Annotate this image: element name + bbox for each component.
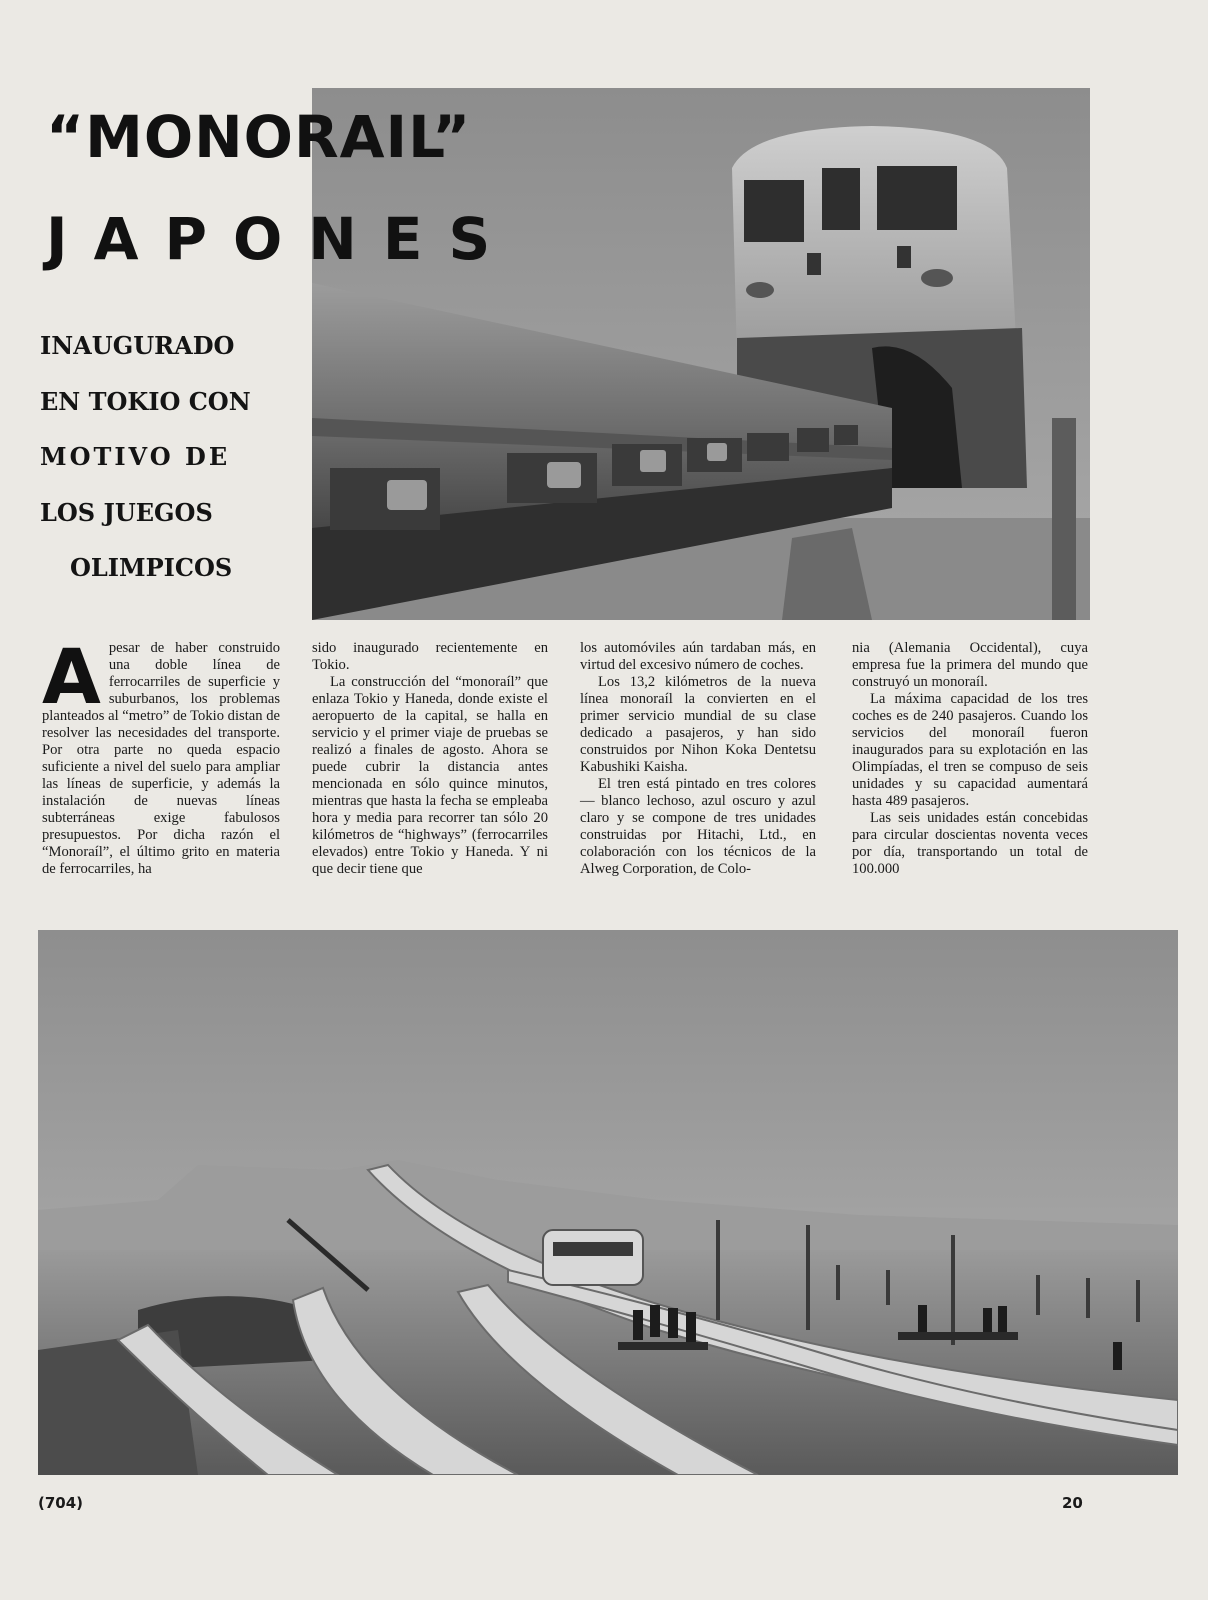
- subtitle-line: OLIMPICOS: [70, 553, 233, 582]
- paragraph: sido inaugurado recientemente en Tokio.: [312, 640, 548, 673]
- paragraph: El tren está pintado en tres colores — blanco lechoso, azul oscuro y azul claro y se compone de tres unidades construidas por Hitachi, Ltd., en colaboración con los técnicos de la Alweg Corporation, de Colo-: [580, 776, 816, 877]
- article-column-4: [852, 640, 1088, 878]
- paragraph: los automóviles aún tardaban más, en virtud del excesivo número de coches.: [580, 640, 816, 673]
- paragraph: Los 13,2 kilómetros de la nueva línea monoraíl la convierten en el primer servicio mundial de su clase dedicado a pasajeros, y han sido construidos por Nihon Koka Dentetsu Kabushiki Kaisha.: [580, 674, 816, 775]
- monorail-construction-photo: [38, 930, 1178, 1475]
- article-subtitle: [40, 318, 290, 596]
- article-column-1: [42, 632, 280, 878]
- drop-cap: A: [42, 632, 101, 721]
- paragraph: La construcción del “monoraíl” que enlaza Tokio y Haneda, donde existe el aeropuerto de la capital, se halla en servicio y el primer viaje de pruebas se realizó a finales de agosto. Ahora se puede cubrir la distancia antes mencionada en sólo quince minutos, mientras que hasta la fecha se empleaba hora y media para recorrer tan sólo 20 kilómetros de “highways” (ferrocarriles elevados) entre Tokio y Haneda. Y ni que decir tiene que: [312, 674, 548, 877]
- subtitle-line: LOS JUEGOS: [40, 497, 213, 527]
- article-column-3: [580, 640, 816, 878]
- paragraph: La máxima capacidad de los tres coches es de 240 pasajeros. Cuando los servicios del monoraíl fueron inaugurados para su explotación en las Olimpíadas, el tren se compuso de seis unidades y su capacidad aumentará hasta 489 pasajeros.: [852, 691, 1088, 809]
- subtitle-line: EN TOKIO CON: [40, 386, 251, 416]
- paragraph: pesar de haber construido una doble línea de ferrocarriles de superficie y suburbanos, los problemas planteados al “metro” de Tokio distan de resolver las necesidades del transporte. Por otra parte no queda espacio suficiente a nivel del suelo para ampliar las líneas de superficie, y además la instalación de nuevas líneas subterráneas exige fabulosos presupuestos. Por dicha razón el “Monoraíl”, el último grito en materia de ferrocarriles, ha: [42, 640, 280, 877]
- page-number-right: 20: [1062, 1494, 1083, 1512]
- paragraph: Las seis unidades están concebidas para circular doscientas noventa veces por día, transportando un total de 100.000: [852, 810, 1088, 877]
- page-number-left: (704): [38, 1494, 84, 1512]
- paragraph: nia (Alemania Occidental), cuya empresa fue la primera del mundo que construyó un monoraíl.: [852, 640, 1088, 690]
- subtitle-line: INAUGURADO: [40, 331, 235, 360]
- subtitle-line: MOTIVO DE: [40, 442, 231, 471]
- article-title-line-1: “MONORAIL”: [46, 103, 472, 171]
- article-column-2: [312, 640, 548, 878]
- article-title-line-2: JAPONES: [46, 205, 517, 273]
